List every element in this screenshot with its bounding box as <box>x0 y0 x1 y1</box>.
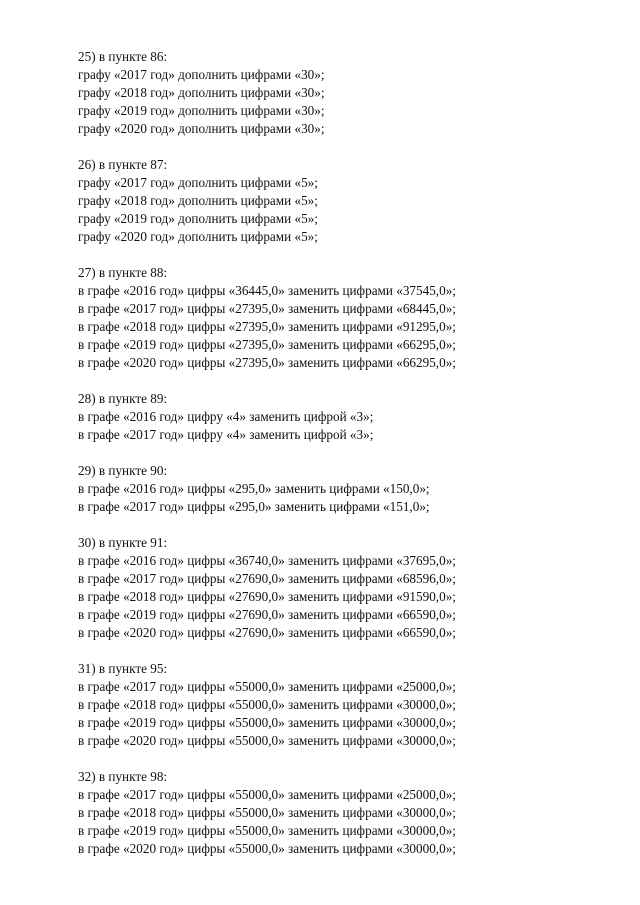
amendment-line: в графе «2016 год» цифры «36740,0» заменить цифрами «37695,0»; <box>78 553 456 568</box>
section-heading: 31) в пункте 95: <box>78 661 168 676</box>
amendment-section-31 <box>78 660 618 750</box>
section-heading: 26) в пункте 87: <box>78 157 168 172</box>
section-heading: 29) в пункте 90: <box>78 463 168 478</box>
amendment-line: в графе «2020 год» цифры «55000,0» заменить цифрами «30000,0»; <box>78 733 456 748</box>
amendment-line: в графе «2019 год» цифры «55000,0» заменить цифрами «30000,0»; <box>78 715 456 730</box>
section-heading: 27) в пункте 88: <box>78 265 168 280</box>
amendment-line: графу «2017 год» дополнить цифрами «30»; <box>78 67 325 82</box>
amendment-line: в графе «2016 год» цифры «295,0» заменить цифрами «150,0»; <box>78 481 430 496</box>
amendment-line: графу «2020 год» дополнить цифрами «30»; <box>78 121 325 136</box>
amendment-line: в графе «2017 год» цифру «4» заменить цифрой «3»; <box>78 427 374 442</box>
amendment-line: в графе «2018 год» цифры «27690,0» заменить цифрами «91590,0»; <box>78 589 456 604</box>
amendment-section-28 <box>78 390 618 444</box>
amendment-line: в графе «2020 год» цифры «27395,0» заменить цифрами «66295,0»; <box>78 355 456 370</box>
section-heading: 28) в пункте 89: <box>78 391 168 406</box>
amendment-line: в графе «2018 год» цифры «55000,0» заменить цифрами «30000,0»; <box>78 697 456 712</box>
amendment-section-25 <box>78 48 618 138</box>
amendment-section-27 <box>78 264 618 372</box>
amendment-line: в графе «2019 год» цифры «27690,0» заменить цифрами «66590,0»; <box>78 607 456 622</box>
section-heading: 30) в пункте 91: <box>78 535 168 550</box>
amendment-line: в графе «2019 год» цифры «55000,0» заменить цифрами «30000,0»; <box>78 823 456 838</box>
amendment-line: в графе «2016 год» цифру «4» заменить цифрой «3»; <box>78 409 374 424</box>
amendment-line: в графе «2017 год» цифры «55000,0» заменить цифрами «25000,0»; <box>78 679 456 694</box>
amendment-line: в графе «2017 год» цифры «295,0» заменить цифрами «151,0»; <box>78 499 430 514</box>
amendment-section-32 <box>78 768 618 858</box>
amendment-line: в графе «2018 год» цифры «55000,0» заменить цифрами «30000,0»; <box>78 805 456 820</box>
amendment-line: в графе «2020 год» цифры «55000,0» заменить цифрами «30000,0»; <box>78 841 456 856</box>
amendment-line: графу «2019 год» дополнить цифрами «5»; <box>78 211 318 226</box>
amendment-line: в графе «2019 год» цифры «27395,0» заменить цифрами «66295,0»; <box>78 337 456 352</box>
section-heading: 32) в пункте 98: <box>78 769 168 784</box>
amendment-line: в графе «2017 год» цифры «27690,0» заменить цифрами «68596,0»; <box>78 571 456 586</box>
amendment-section-29 <box>78 462 618 516</box>
amendment-line: графу «2020 год» дополнить цифрами «5»; <box>78 229 318 244</box>
amendment-section-26 <box>78 156 618 246</box>
amendment-section-30 <box>78 534 618 642</box>
amendment-line: графу «2019 год» дополнить цифрами «30»; <box>78 103 325 118</box>
amendment-line: в графе «2016 год» цифры «36445,0» заменить цифрами «37545,0»; <box>78 283 456 298</box>
section-heading: 25) в пункте 86: <box>78 49 168 64</box>
amendment-line: графу «2018 год» дополнить цифрами «30»; <box>78 85 325 100</box>
amendment-line: в графе «2017 год» цифры «27395,0» заменить цифрами «68445,0»; <box>78 301 456 316</box>
amendment-line: в графе «2017 год» цифры «55000,0» заменить цифрами «25000,0»; <box>78 787 456 802</box>
amendment-line: в графе «2018 год» цифры «27395,0» заменить цифрами «91295,0»; <box>78 319 456 334</box>
document-page <box>78 48 618 876</box>
amendment-line: графу «2017 год» дополнить цифрами «5»; <box>78 175 318 190</box>
amendment-line: в графе «2020 год» цифры «27690,0» заменить цифрами «66590,0»; <box>78 625 456 640</box>
amendment-line: графу «2018 год» дополнить цифрами «5»; <box>78 193 318 208</box>
